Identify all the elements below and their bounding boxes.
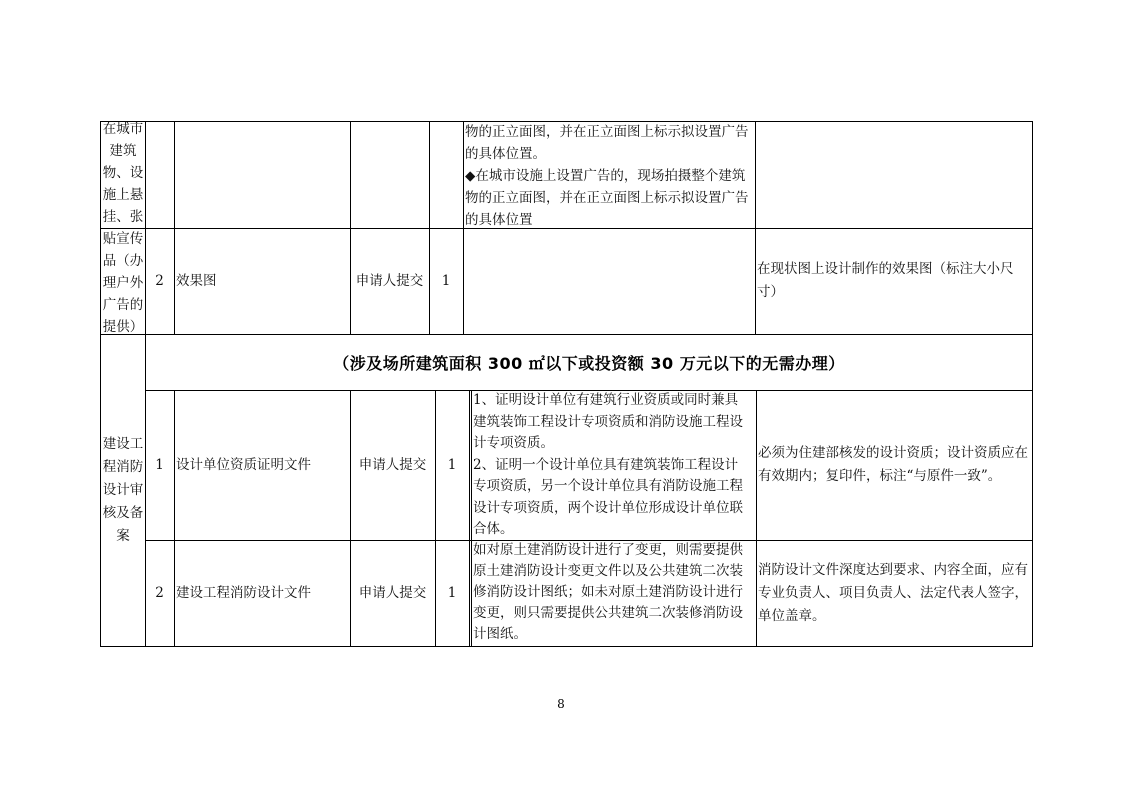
row-number: 2 (155, 584, 164, 601)
continuation-description: 物的正立面图，并在正立面图上标示拟设置广告 的具体位置。 ◆在城市设施上设置广告的，现场拍摄整个建筑 物的正立面图，并在正立面图上标示拟设置广告 的具体位置 (465, 124, 749, 228)
category-outdoor-advertising: 在城市 建筑 物、设 施上悬 挂、张 贴宣传 品（办 理户外 广告的 提供） (102, 121, 144, 334)
column-divider (469, 390, 470, 647)
requirement: 必须为住建部核发的设计资质；设计资质应在 有效期内；复印件，标注“与原件一致”。 (758, 445, 1028, 484)
requirement: 消防设计文件深度达到要求、内容全面，应有 专业负责人、项目负责人、法定代表人签字， 单位盖章。 (758, 561, 1028, 624)
table-border-bottom (100, 646, 1033, 647)
document-name: 设计单位资质证明文件 (176, 456, 311, 473)
document-name: 效果图 (176, 272, 217, 289)
category-fire-design-review: 建设工 程消防 设计审 核及备 案 (102, 435, 144, 544)
description: 1、证明设计单位有建筑行业资质或同时兼具 建筑装饰工程设计专项资质和消防设施工程设 计专项资质。 2、证明一个设计单位具有建筑装饰工程设计 专项资质，另一个设计单位具有消防设施工程 设计专项资质，两个设计单位形成设计单位联 合体。 (473, 392, 743, 537)
document-name: 建设工程消防设计文件 (176, 584, 311, 601)
copy-count: 1 (447, 456, 457, 473)
exemption-note: （涉及场所建筑面积 300 ㎡以下或投资额 30 万元以下的无需办理） (333, 354, 845, 373)
row-number: 2 (155, 272, 164, 289)
submitter: 申请人提交 (358, 456, 427, 473)
row-number: 1 (155, 456, 164, 473)
copy-count: 1 (447, 584, 457, 601)
column-divider (755, 121, 756, 335)
description: 如对原土建消防设计进行了变更，则需要提供 原土建消防设计变更文件以及公共建筑二次装 修消防设计图纸；如未对原土建消防设计进行 变更，则只需要提供公共建筑二次装修消防设 计图纸。 (473, 542, 743, 642)
copy-count: 1 (441, 272, 451, 289)
requirement: 在现状图上设计制作的效果图（标注大小尺 寸） (757, 261, 1014, 300)
page-number: 8 (557, 697, 565, 711)
column-divider (756, 390, 757, 647)
column-divider (463, 121, 464, 335)
submitter: 申请人提交 (358, 584, 427, 601)
table-border-right (1032, 121, 1033, 647)
column-divider (471, 390, 472, 647)
column-divider (174, 390, 175, 647)
submitter: 申请人提交 (355, 272, 424, 289)
column-divider (174, 121, 175, 335)
